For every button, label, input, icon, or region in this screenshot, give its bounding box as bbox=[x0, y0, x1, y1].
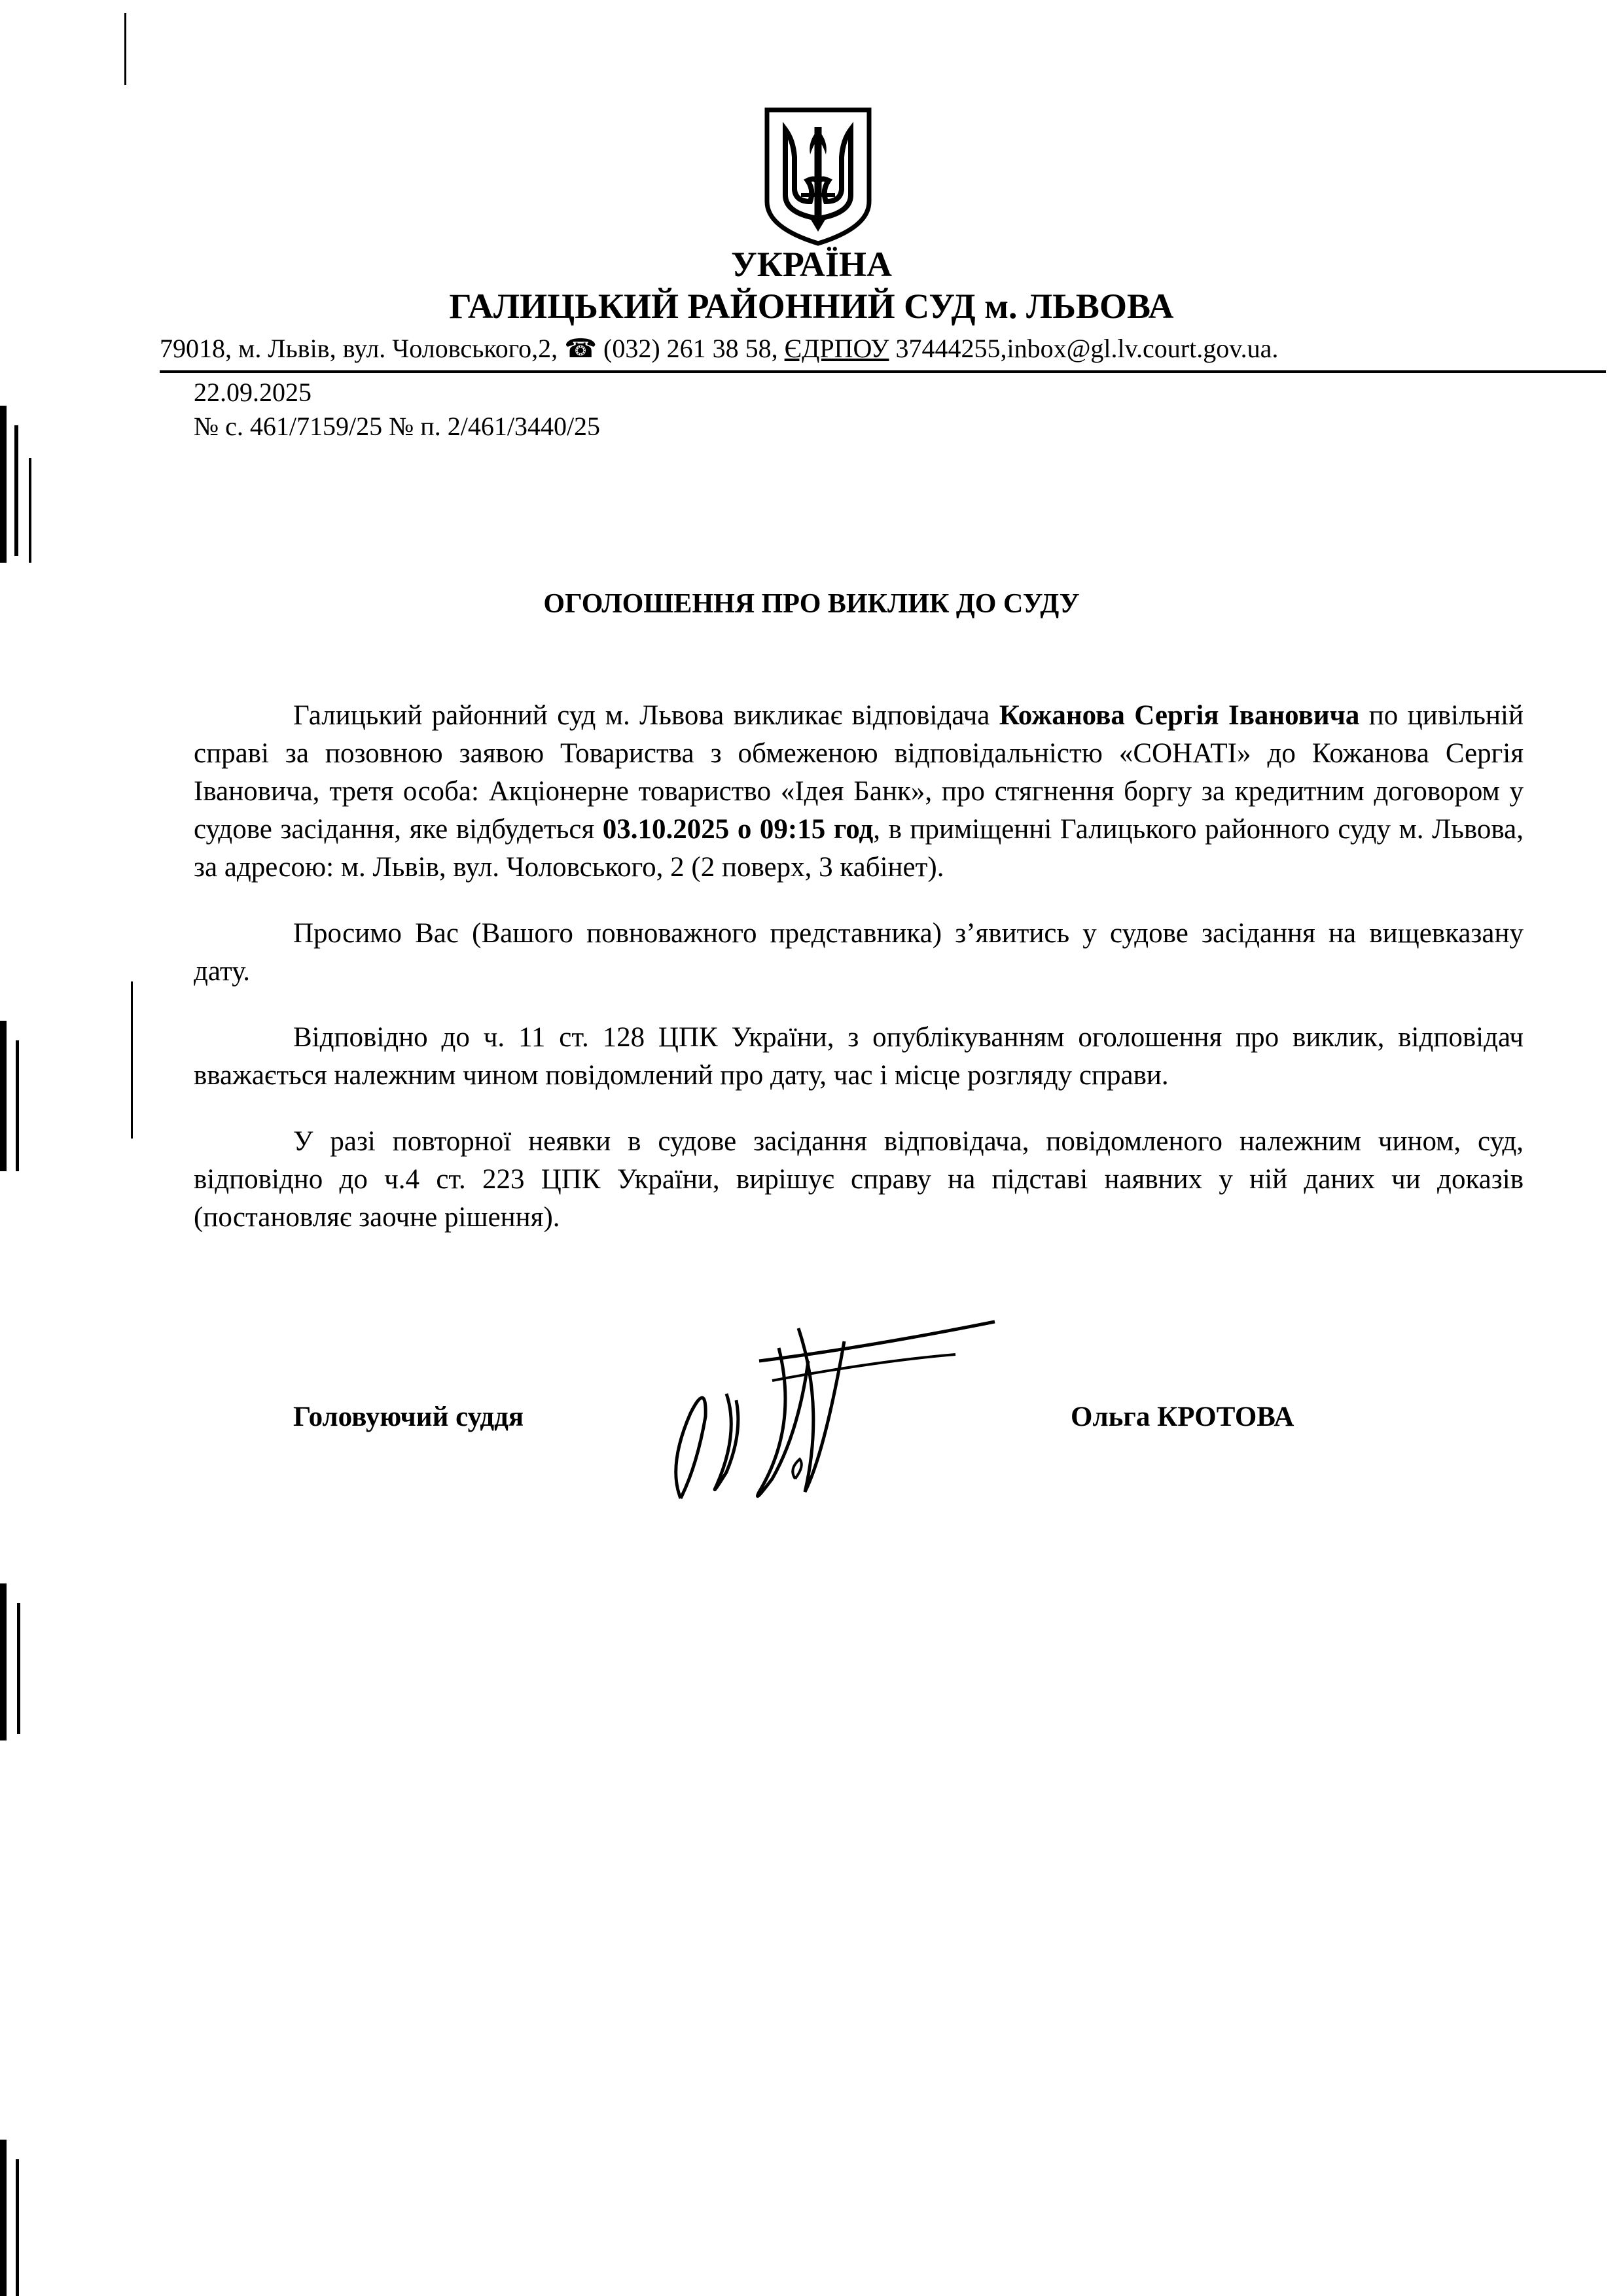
scan-artifact bbox=[16, 2159, 19, 2296]
defendant-name: Кожанова Сергія Івановича bbox=[999, 700, 1360, 731]
court-name: ГАЛИЦЬКИЙ РАЙОННИЙ СУД м. ЛЬВОВА bbox=[449, 287, 1174, 326]
scan-artifact bbox=[0, 1583, 7, 1740]
edrpou-label: ЄДРПОУ bbox=[784, 334, 889, 363]
postal-address: 79018, м. Львів, вул. Чоловського,2, bbox=[160, 334, 558, 363]
scan-artifact bbox=[124, 13, 126, 85]
summons-text: , в приміщенні Галицького районного суду м. Львова, за адресою: м. Львів, вул. Чоловського, 2 (2 поверх, 3 кабінет). bbox=[194, 814, 1524, 883]
country-name: УКРАЇНА bbox=[731, 245, 892, 284]
scan-artifact bbox=[16, 1040, 19, 1171]
scan-artifact bbox=[131, 981, 133, 1139]
paragraph-request: Просимо Вас (Вашого повноважного представника) з’явитись у судове засідання на вищевказану дату. bbox=[194, 918, 1524, 987]
trident-emblem-icon bbox=[759, 103, 877, 247]
scan-artifact bbox=[0, 406, 7, 563]
paragraph-legal-basis: Відповідно до ч. 11 ст. 128 ЦПК України, з опублікуванням оголошення про виклик, відповідач вважається належним чином повідомлений про дату, час і місце розгляду справи. bbox=[194, 1022, 1524, 1091]
paragraph-default-judgment: У разі повторної неявки в судове засідання відповідача, повідомленого належним чином, суд, відповідно до ч.4 ст. 223 ЦПК України, вирішує справу на підставі наявних у ній даних чи доказів (постановляє заочне рішення). bbox=[194, 1126, 1524, 1233]
court-address-line bbox=[160, 330, 1599, 367]
summons-text: Галицький районний суд м. Львова викликає відповідача bbox=[293, 700, 999, 731]
notice-title: ОГОЛОШЕННЯ ПРО ВИКЛИК ДО СУДУ bbox=[543, 589, 1080, 619]
judge-name: Ольга КРОТОВА bbox=[1071, 1402, 1294, 1432]
paragraph-summons bbox=[194, 697, 1524, 887]
edrpou-and-email: 37444255,inbox@gl.lv.court.gov.ua. bbox=[895, 334, 1279, 363]
case-number: № с. 461/7159/25 № п. 2/461/3440/25 bbox=[194, 412, 601, 441]
telephone-icon: ☎ bbox=[564, 334, 597, 363]
judge-signature bbox=[628, 1302, 1034, 1511]
header-divider bbox=[160, 370, 1606, 373]
document-date: 22.09.2025 bbox=[194, 378, 312, 407]
phone-number: (032) 261 38 58, bbox=[603, 334, 778, 363]
scan-artifact bbox=[0, 2140, 7, 2296]
document-meta bbox=[194, 376, 600, 444]
summons-text: по цивільній справі за позовною заявою Товариства з обмеженою відповідальністю «СОНАТІ» до Кожанова Сергія Івановича, третя особа: Акціонерне товариство «Ідея Банк», про стягнення боргу за кредитним договором у судове засідання, яке відбудеться bbox=[194, 700, 1524, 845]
signature-role: Головуючий суддя bbox=[293, 1402, 524, 1432]
hearing-datetime: 03.10.2025 о 09:15 год bbox=[602, 814, 874, 845]
scan-artifact bbox=[14, 425, 18, 556]
scan-artifact bbox=[17, 1603, 20, 1734]
notice-body bbox=[194, 697, 1524, 1265]
scan-artifact bbox=[0, 1021, 7, 1171]
scan-artifact bbox=[29, 458, 31, 563]
